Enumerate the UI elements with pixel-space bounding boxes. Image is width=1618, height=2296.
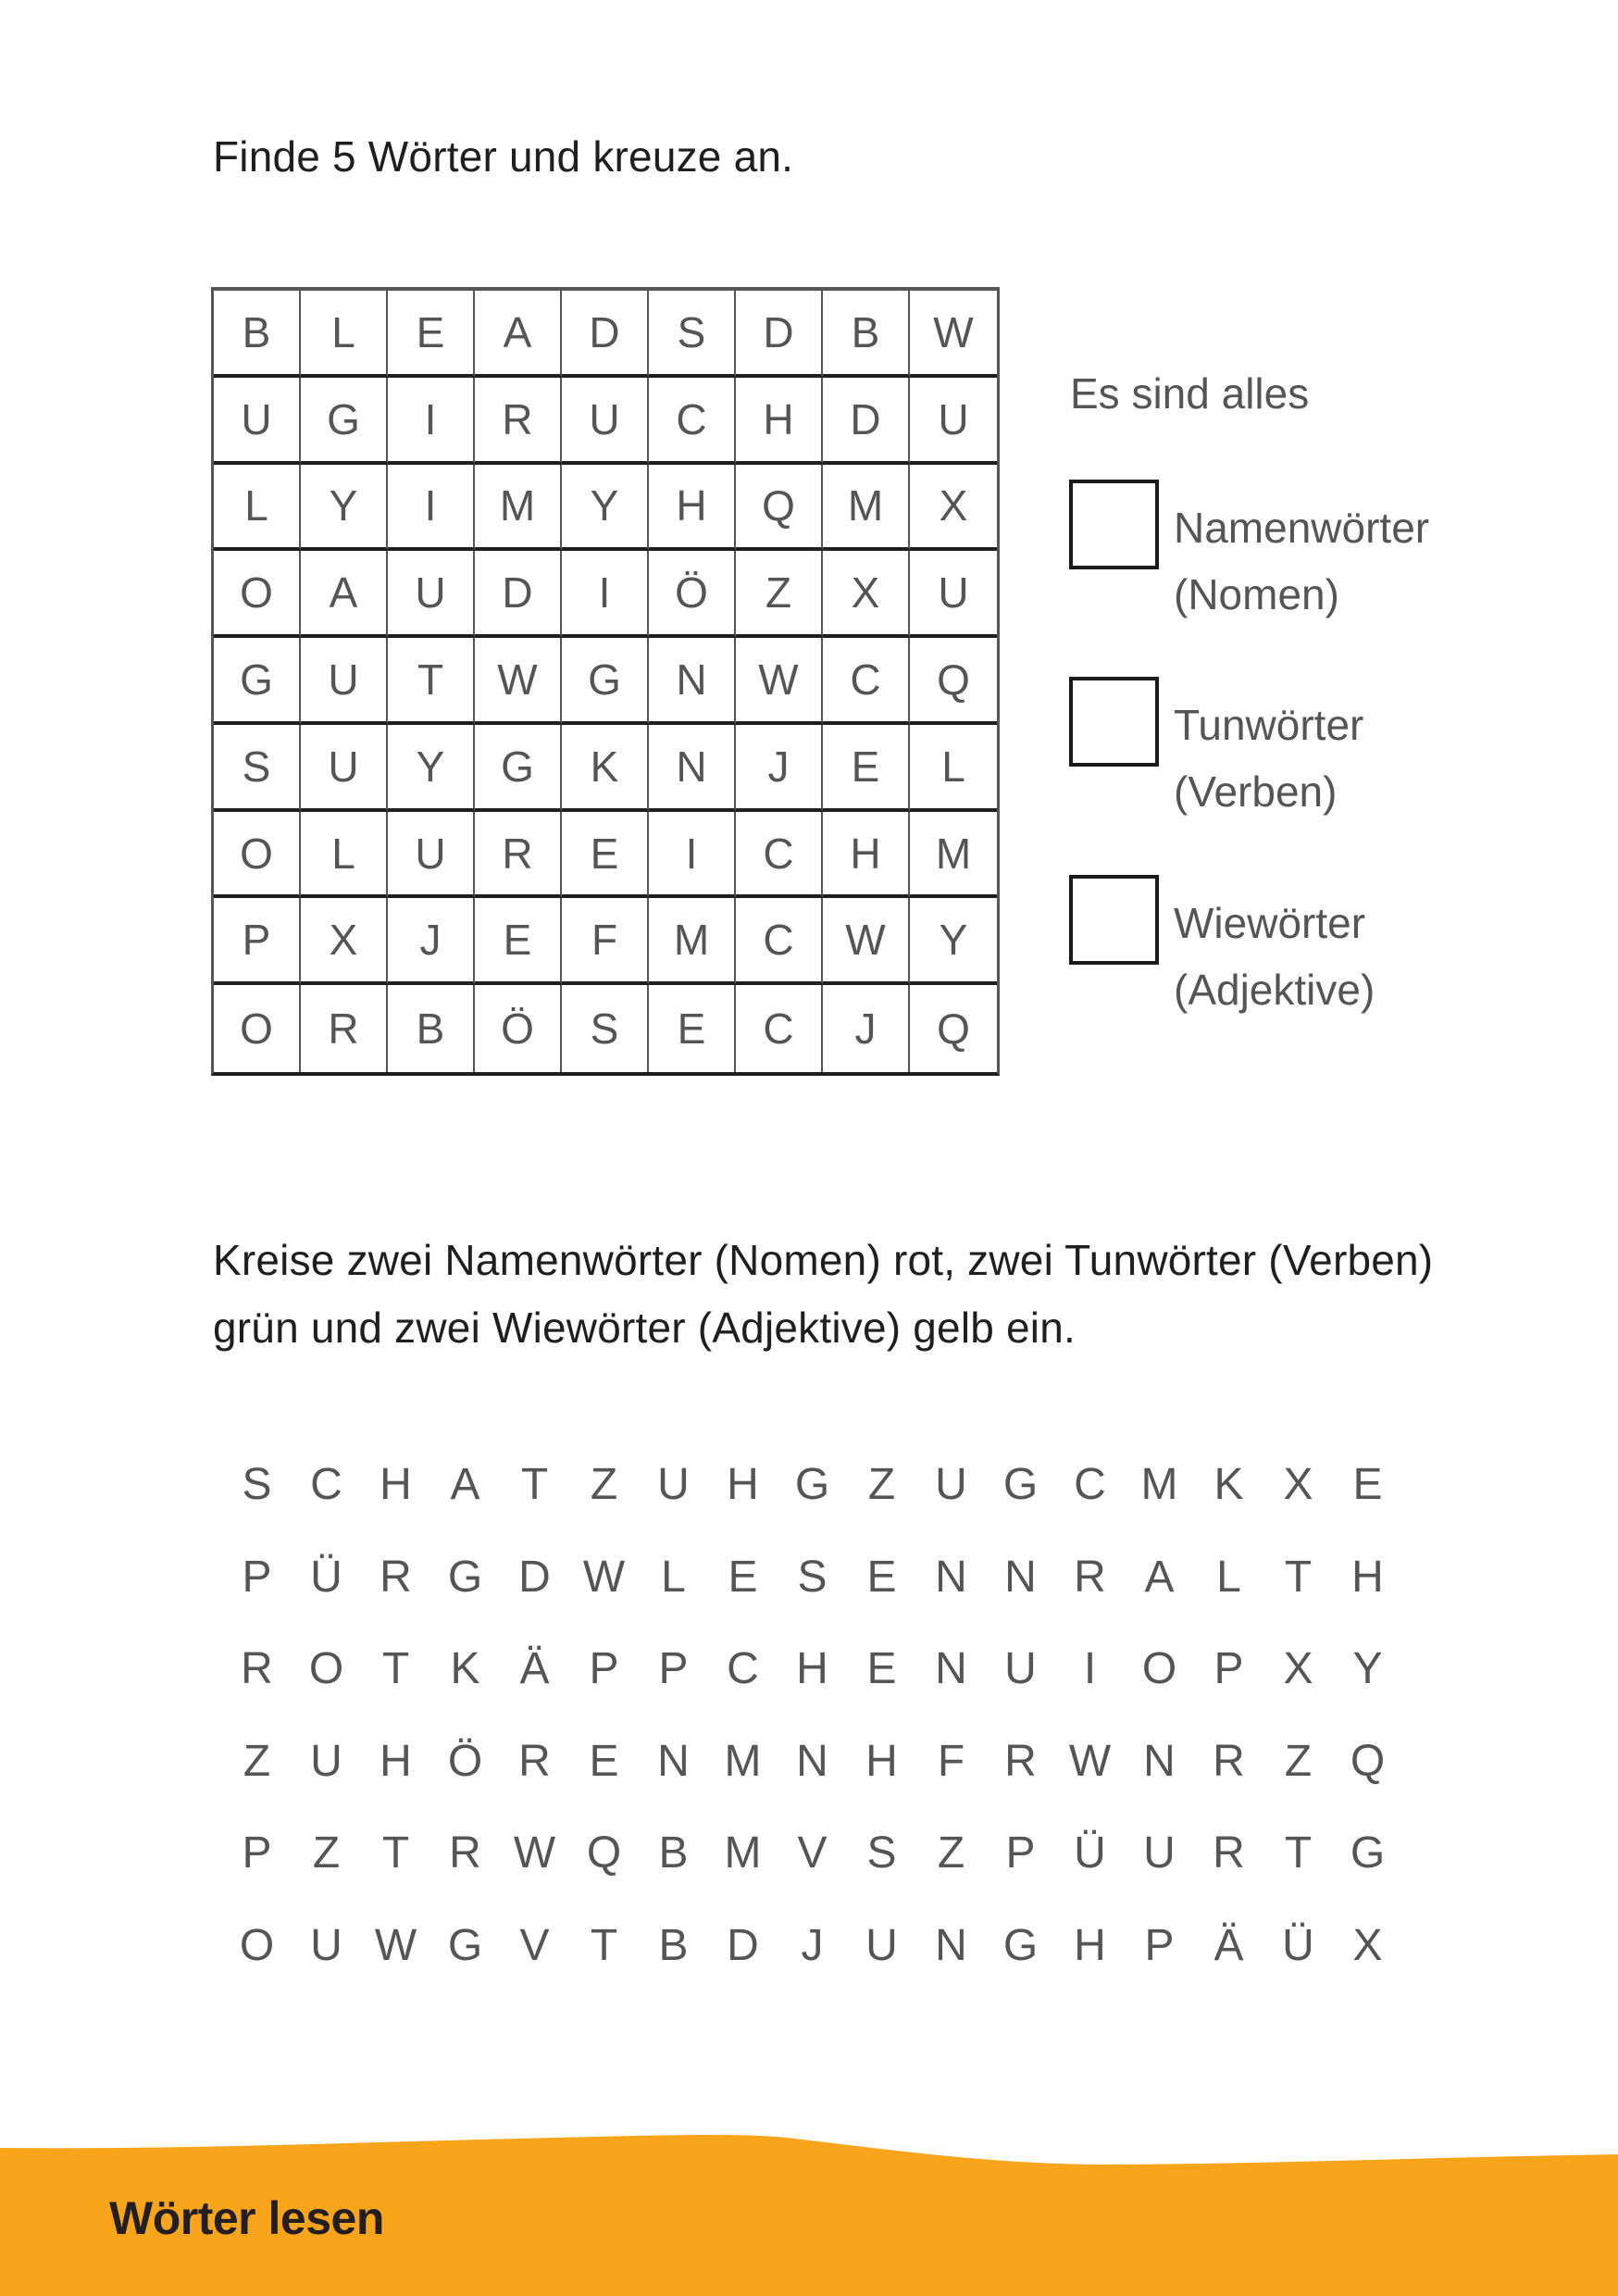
grid-cell[interactable]: G <box>301 378 388 465</box>
letter[interactable]: U <box>310 1920 342 1970</box>
grid-cell[interactable]: H <box>736 378 823 465</box>
grid-cell[interactable]: O <box>214 551 301 638</box>
option-label-line2: (Verben) <box>1174 767 1338 816</box>
letter[interactable]: T <box>1284 1828 1313 1878</box>
grid-cell[interactable]: U <box>910 378 997 465</box>
option-label-line1: Namenwörter <box>1174 504 1430 552</box>
letter[interactable]: R <box>1213 1736 1245 1786</box>
letter[interactable]: M <box>724 1736 762 1786</box>
grid-cell[interactable]: U <box>910 551 997 638</box>
grid-cell[interactable]: M <box>475 465 562 552</box>
letter[interactable]: T <box>590 1920 618 1970</box>
option-namenwoerter <box>1069 480 1550 618</box>
grid-cell[interactable]: S <box>649 291 736 378</box>
letter[interactable]: A <box>1144 1552 1175 1602</box>
letter[interactable]: H <box>1351 1552 1384 1602</box>
letter-row <box>222 1544 1402 1637</box>
letter-row <box>222 1452 1402 1544</box>
letter[interactable]: J <box>801 1920 824 1970</box>
grid-cell[interactable]: L <box>214 465 301 552</box>
letter[interactable]: S <box>797 1552 828 1602</box>
letter[interactable]: U <box>1143 1828 1176 1878</box>
grid-cell[interactable]: U <box>214 378 301 465</box>
option-label-line2: (Adjektive) <box>1174 966 1375 1014</box>
option-label <box>1174 890 1375 1023</box>
grid-cell[interactable]: U <box>388 812 475 899</box>
grid-cell[interactable]: I <box>649 812 736 899</box>
grid-cell[interactable]: U <box>301 725 388 812</box>
letter[interactable]: E <box>866 1644 897 1694</box>
letter[interactable]: R <box>380 1552 412 1602</box>
grid-cell[interactable]: L <box>301 812 388 899</box>
letter[interactable]: B <box>658 1920 689 1970</box>
grid-cell[interactable]: I <box>388 465 475 552</box>
letter[interactable]: T <box>381 1644 410 1694</box>
grid-cell[interactable]: F <box>562 898 649 985</box>
grid-cell[interactable]: Y <box>562 465 649 552</box>
grid-cell[interactable]: W <box>475 638 562 725</box>
letter[interactable]: Ö <box>447 1736 483 1786</box>
letter[interactable]: Z <box>937 1828 965 1878</box>
letter[interactable]: Y <box>1352 1644 1383 1694</box>
option-label <box>1174 494 1429 628</box>
grid-cell[interactable]: P <box>214 898 301 985</box>
letter-row <box>222 1913 1402 2005</box>
grid-cell[interactable]: C <box>736 898 823 985</box>
word-search-grid <box>211 287 1000 1076</box>
grid-cell[interactable]: Y <box>301 465 388 552</box>
letter[interactable]: P <box>242 1828 272 1878</box>
grid-cell[interactable]: L <box>910 725 997 812</box>
letter[interactable]: S <box>866 1828 897 1878</box>
grid-cell[interactable]: T <box>388 638 475 725</box>
grid-cell[interactable]: E <box>388 291 475 378</box>
grid-cell[interactable]: G <box>475 725 562 812</box>
letter[interactable]: W <box>582 1552 626 1602</box>
grid-cell[interactable]: C <box>736 985 823 1072</box>
grid-cell[interactable]: M <box>910 812 997 899</box>
letter[interactable]: T <box>381 1828 410 1878</box>
letter[interactable]: Z <box>590 1460 618 1509</box>
grid-cell[interactable]: D <box>736 291 823 378</box>
grid-cell[interactable]: W <box>823 898 910 985</box>
grid-cell[interactable]: G <box>562 638 649 725</box>
letter[interactable]: H <box>727 1460 759 1509</box>
letter[interactable]: W <box>513 1828 556 1878</box>
letter[interactable]: G <box>794 1460 830 1509</box>
letter[interactable]: W <box>1068 1736 1112 1786</box>
grid-cell[interactable]: C <box>736 812 823 899</box>
grid-cell[interactable]: Y <box>388 725 475 812</box>
checkbox-tunwoerter[interactable] <box>1069 677 1159 767</box>
footer-title: Wörter lesen <box>109 2192 384 2244</box>
letter[interactable]: G <box>447 1552 483 1602</box>
option-tunwoerter <box>1069 677 1550 816</box>
checkbox-namenwoerter[interactable] <box>1069 480 1159 569</box>
letter[interactable]: P <box>589 1644 619 1694</box>
grid-cell[interactable]: D <box>562 291 649 378</box>
letter[interactable]: G <box>1350 1828 1386 1878</box>
grid-cell[interactable]: U <box>562 378 649 465</box>
letter[interactable]: G <box>447 1920 483 1970</box>
letter[interactable]: G <box>1002 1920 1039 1970</box>
letter[interactable]: U <box>657 1460 690 1509</box>
letter[interactable]: P <box>1144 1920 1175 1970</box>
letter[interactable]: L <box>1216 1552 1241 1602</box>
letter[interactable]: P <box>658 1644 689 1694</box>
letter[interactable]: W <box>374 1920 417 1970</box>
letter[interactable]: R <box>1213 1828 1245 1878</box>
grid-cell[interactable]: I <box>388 378 475 465</box>
grid-cell[interactable]: C <box>823 638 910 725</box>
letter[interactable]: C <box>1074 1460 1106 1509</box>
letter-block <box>222 1452 1402 2005</box>
letter[interactable]: N <box>796 1736 828 1786</box>
grid-cell[interactable]: A <box>475 291 562 378</box>
grid-cell[interactable]: X <box>823 551 910 638</box>
letter[interactable]: L <box>661 1552 686 1602</box>
option-label-line1: Tunwörter <box>1174 701 1364 749</box>
grid-cell[interactable]: E <box>475 898 562 985</box>
letter[interactable]: U <box>310 1736 342 1786</box>
letter[interactable]: N <box>1004 1552 1037 1602</box>
letter[interactable]: C <box>727 1644 759 1694</box>
grid-cell[interactable]: U <box>388 551 475 638</box>
instruction-find-words: Finde 5 Wörter und kreuze an. <box>213 132 794 181</box>
letter[interactable]: M <box>724 1828 762 1878</box>
letter[interactable]: M <box>1140 1460 1178 1509</box>
option-label-line1: Wiewörter <box>1174 899 1366 947</box>
letter[interactable]: C <box>310 1460 342 1509</box>
letter[interactable]: P <box>242 1552 272 1602</box>
letter[interactable]: R <box>241 1644 273 1694</box>
letter[interactable]: U <box>865 1920 898 1970</box>
grid-cell[interactable]: M <box>649 898 736 985</box>
grid-cell[interactable]: S <box>214 725 301 812</box>
letter[interactable]: R <box>449 1828 481 1878</box>
grid-cell[interactable]: Ö <box>649 551 736 638</box>
letter[interactable]: Z <box>312 1828 341 1878</box>
letter[interactable]: Ü <box>1074 1828 1106 1878</box>
grid-cell[interactable]: I <box>562 551 649 638</box>
letter[interactable]: N <box>935 1920 967 1970</box>
letter[interactable]: X <box>1283 1644 1313 1694</box>
letter[interactable]: O <box>239 1920 275 1970</box>
grid-cell[interactable]: B <box>214 291 301 378</box>
grid-cell[interactable]: Y <box>910 898 997 985</box>
grid-cell[interactable]: W <box>910 291 997 378</box>
letter[interactable]: E <box>866 1552 897 1602</box>
grid-cell[interactable]: B <box>823 291 910 378</box>
letter[interactable]: Z <box>1284 1736 1313 1786</box>
grid-cell[interactable]: D <box>823 378 910 465</box>
letter[interactable]: H <box>380 1736 412 1786</box>
checkbox-wiewoerter[interactable] <box>1069 875 1159 965</box>
grid-cell[interactable]: G <box>214 638 301 725</box>
letter[interactable]: K <box>450 1644 480 1694</box>
letter[interactable]: Q <box>586 1828 622 1878</box>
letter[interactable]: E <box>728 1552 758 1602</box>
letter[interactable]: G <box>1002 1460 1039 1509</box>
grid-cell[interactable]: J <box>736 725 823 812</box>
grid-cell[interactable]: N <box>649 725 736 812</box>
letter[interactable]: U <box>935 1460 967 1509</box>
letter[interactable]: V <box>519 1920 550 1970</box>
letter[interactable]: E <box>1352 1460 1383 1509</box>
grid-cell[interactable]: X <box>301 898 388 985</box>
letter[interactable]: U <box>1004 1644 1037 1694</box>
letter[interactable]: K <box>1214 1460 1244 1509</box>
letter[interactable]: S <box>242 1460 272 1509</box>
letter[interactable]: T <box>520 1460 549 1509</box>
letter[interactable]: D <box>727 1920 759 1970</box>
grid-cell[interactable]: H <box>823 812 910 899</box>
letter[interactable]: Q <box>1350 1736 1386 1786</box>
letter[interactable]: H <box>380 1460 412 1509</box>
grid-cell[interactable]: Q <box>937 1004 970 1054</box>
letter-row <box>222 1728 1402 1821</box>
letter[interactable]: R <box>518 1736 551 1786</box>
letter[interactable]: Ü <box>1282 1920 1314 1970</box>
grid-cell[interactable]: C <box>649 378 736 465</box>
grid-cell[interactable]: O <box>214 812 301 899</box>
letter-row <box>222 1636 1402 1728</box>
grid-cell[interactable]: Z <box>736 551 823 638</box>
letter[interactable]: P <box>1005 1828 1036 1878</box>
grid-cell[interactable]: L <box>301 291 388 378</box>
grid-cell[interactable]: R <box>301 985 388 1072</box>
grid-cell[interactable]: Q <box>910 638 997 725</box>
grid-cell[interactable]: Q <box>736 465 823 552</box>
grid-cell[interactable]: U <box>301 638 388 725</box>
letter[interactable]: Ä <box>519 1644 550 1694</box>
grid-cell[interactable]: R <box>475 812 562 899</box>
letter[interactable]: E <box>589 1736 619 1786</box>
letter[interactable]: N <box>657 1736 690 1786</box>
grid-cell[interactable]: O <box>214 985 301 1072</box>
grid-cell[interactable]: B <box>388 985 475 1072</box>
letter[interactable]: T <box>1284 1552 1313 1602</box>
letter[interactable]: R <box>1074 1552 1106 1602</box>
letter[interactable]: D <box>518 1552 551 1602</box>
grid-cell[interactable]: S <box>562 985 649 1072</box>
letter-row <box>222 1820 1402 1913</box>
option-wiewoerter <box>1069 875 1550 1014</box>
grid-cell[interactable]: J <box>388 898 475 985</box>
letter[interactable]: Z <box>243 1736 271 1786</box>
options-title: Es sind alles <box>1070 369 1310 418</box>
grid-cell[interactable]: Ö <box>475 985 562 1072</box>
letter[interactable]: B <box>658 1828 689 1878</box>
grid-cell[interactable]: W <box>736 638 823 725</box>
grid-cell[interactable]: D <box>475 551 562 638</box>
grid-cell[interactable]: E <box>562 812 649 899</box>
letter[interactable]: O <box>308 1644 344 1694</box>
letter[interactable]: I <box>1083 1644 1097 1694</box>
grid-cell[interactable]: E <box>823 725 910 812</box>
letter[interactable]: A <box>450 1460 480 1509</box>
letter[interactable]: H <box>865 1736 898 1786</box>
grid-cell[interactable]: M <box>823 465 910 552</box>
letter[interactable]: Z <box>867 1460 896 1509</box>
letter[interactable]: V <box>797 1828 828 1878</box>
letter[interactable]: H <box>796 1644 828 1694</box>
letter[interactable]: Ä <box>1214 1920 1244 1970</box>
option-label <box>1174 692 1363 825</box>
letter[interactable]: Ü <box>310 1552 342 1602</box>
grid-cell[interactable]: X <box>910 465 997 552</box>
letter[interactable]: R <box>1004 1736 1037 1786</box>
letter[interactable]: F <box>937 1736 965 1786</box>
grid-cell[interactable]: R <box>475 378 562 465</box>
letter[interactable]: X <box>1352 1920 1383 1970</box>
grid-cell[interactable]: H <box>649 465 736 552</box>
instruction-circle-words: Kreise zwei Namenwörter (Nomen) rot, zwei Tunwörter (Verben) grün und zwei Wiewörter (Adjektive) gelb ein. <box>213 1236 1434 1352</box>
letter[interactable]: P <box>1214 1644 1244 1694</box>
letter[interactable]: O <box>1141 1644 1177 1694</box>
grid-cell[interactable]: N <box>649 638 736 725</box>
grid-cell[interactable]: J <box>823 985 910 1072</box>
grid-cell[interactable]: K <box>562 725 649 812</box>
option-label-line2: (Nomen) <box>1174 570 1339 618</box>
letter[interactable]: N <box>935 1552 967 1602</box>
letter[interactable]: N <box>935 1644 967 1694</box>
letter[interactable]: H <box>1074 1920 1106 1970</box>
letter[interactable]: N <box>1143 1736 1176 1786</box>
grid-cell[interactable]: A <box>301 551 388 638</box>
letter[interactable]: X <box>1283 1460 1313 1509</box>
grid-cell[interactable]: E <box>649 985 736 1072</box>
